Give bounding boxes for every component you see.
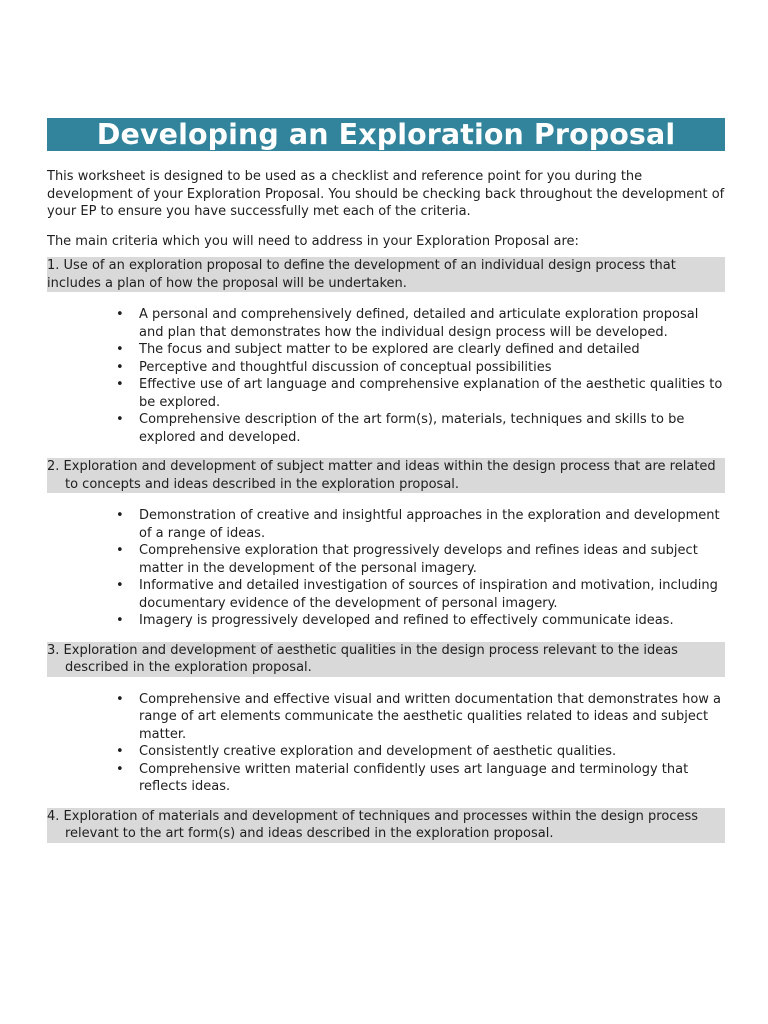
criterion-2-heading: 2. Exploration and development of subject matter and ideas within the design process that are related to concepts and ideas described in the exploration proposal. — [47, 458, 725, 493]
criterion-2-bullets — [47, 507, 725, 630]
list-item: • Comprehensive and effective visual and written documentation that demonstrates how a range of art elements communicate the aesthetic qualities related to ideas and subject matter. — [139, 691, 725, 744]
criterion-1-bullets — [47, 306, 725, 446]
list-item: • Comprehensive description of the art form(s), materials, techniques and skills to be explored and developed. — [139, 411, 725, 446]
list-item: • Perceptive and thoughtful discussion of conceptual possibilities — [139, 359, 725, 377]
list-item: • Consistently creative exploration and development of aesthetic qualities. — [139, 743, 725, 761]
title-banner — [47, 118, 725, 151]
list-item: • A personal and comprehensively defined, detailed and articulate exploration proposal and plan that demonstrates how the individual design process will be developed. — [139, 306, 725, 341]
page-title: Developing an Exploration Proposal — [96, 118, 676, 151]
list-item: • Imagery is progressively developed and refined to effectively communicate ideas. — [139, 612, 725, 630]
criterion-3-bullets — [47, 691, 725, 796]
document-body — [47, 168, 725, 843]
criterion-1-heading: 1. Use of an exploration proposal to define the development of an individual design process that includes a plan of how the proposal will be undertaken. — [47, 257, 725, 292]
criteria-lead: The main criteria which you will need to address in your Exploration Proposal are: — [47, 233, 579, 249]
criterion-4-heading: 4. Exploration of materials and development of techniques and processes within the design process relevant to the art form(s) and ideas described in the exploration proposal. — [47, 808, 725, 843]
list-item: • The focus and subject matter to be explored are clearly defined and detailed — [139, 341, 725, 359]
criterion-3-heading: 3. Exploration and development of aesthetic qualities in the design process relevant to the ideas described in the exploration proposal. — [47, 642, 725, 677]
list-item: • Comprehensive written material confidently uses art language and terminology that reflects ideas. — [139, 761, 725, 796]
list-item: • Effective use of art language and comprehensive explanation of the aesthetic qualities to be explored. — [139, 376, 725, 411]
list-item: • Demonstration of creative and insightful approaches in the exploration and development of a range of ideas. — [139, 507, 725, 542]
intro-paragraph: This worksheet is designed to be used as a checklist and reference point for you during the development of your Exploration Proposal. You should be checking back throughout the development of your EP to ensure you have successfully met each of the criteria. — [47, 169, 725, 219]
list-item: • Informative and detailed investigation of sources of inspiration and motivation, including documentary evidence of the development of personal imagery. — [139, 577, 725, 612]
list-item: • Comprehensive exploration that progressively develops and refines ideas and subject matter in the development of the personal imagery. — [139, 542, 725, 577]
